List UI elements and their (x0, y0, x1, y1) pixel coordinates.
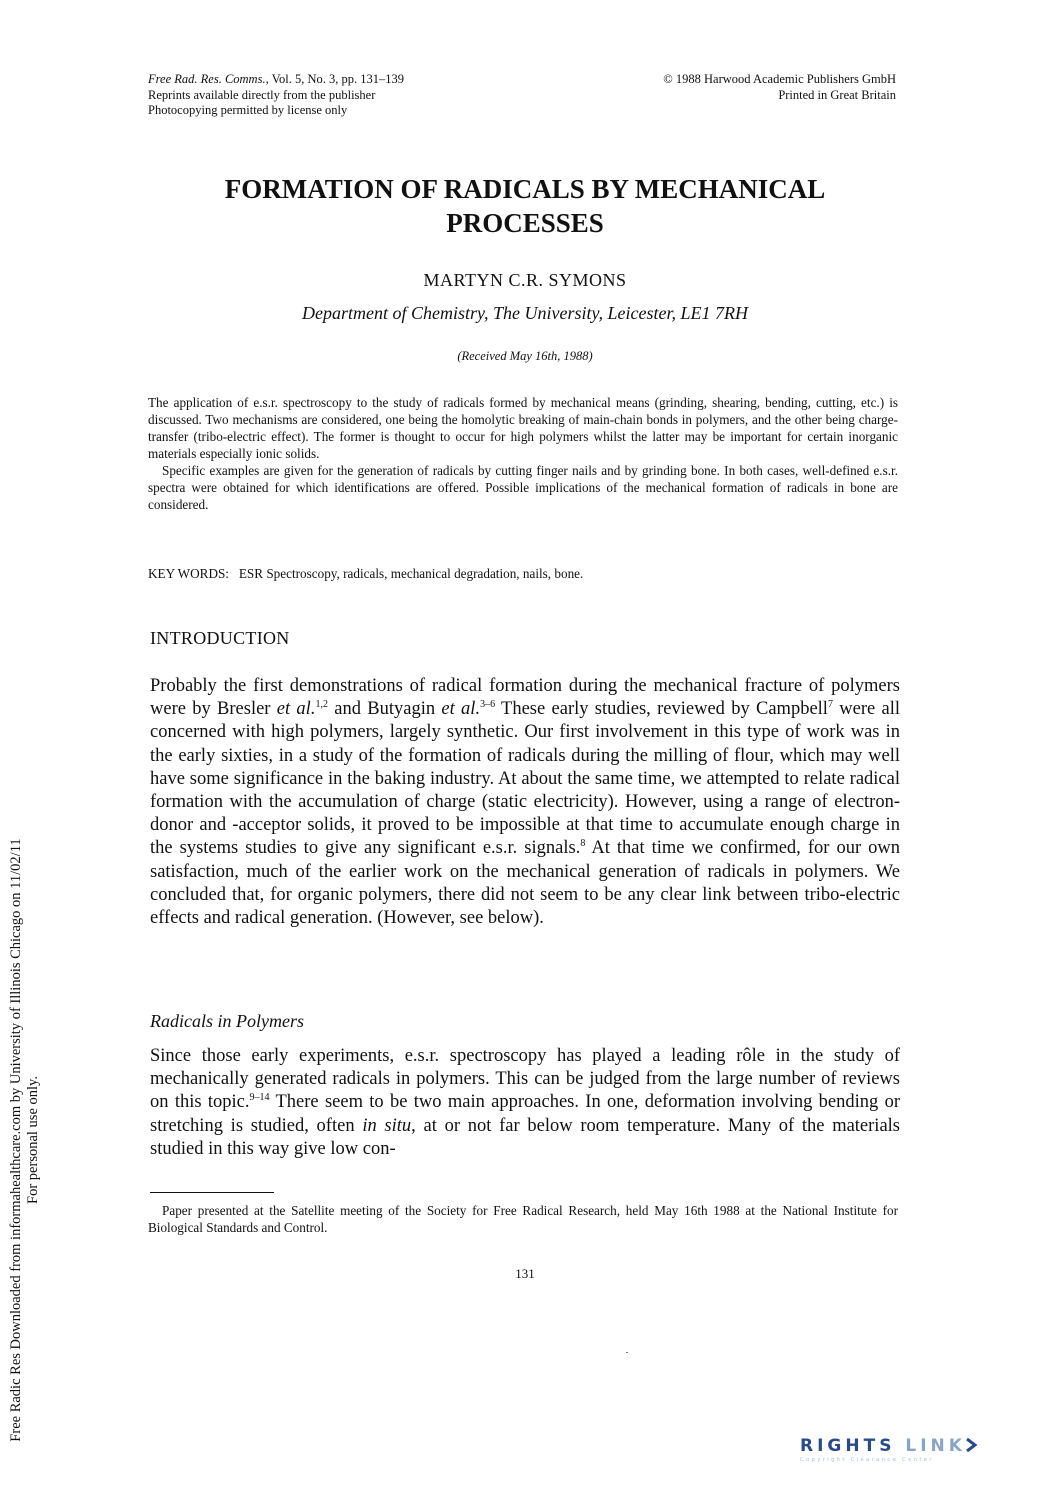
journal-header (148, 72, 568, 119)
page-number: 131 (515, 1266, 535, 1281)
side-note-line-2: For personal use only. (25, 1076, 41, 1204)
abstract (148, 394, 898, 513)
keywords (148, 566, 898, 582)
side-note-line-1: Free Radic Res Downloaded from informahealthcare.com by University of Illinois Chicago on 11/02/11 (8, 838, 24, 1442)
abstract-paragraph-2: Specific examples are given for the generation of radicals by cutting finger nails and by grinding bone. In both cases, well-defined e.s.r. spectra were obtained for which identifications are offered. Possible implications of the mechanical formation of radicals in bone are considered. (148, 463, 898, 512)
scan-speck (626, 1352, 628, 1353)
author-name: MARTYN C.R. SYMONS (423, 270, 627, 290)
photocopy-note: Photocopying permitted by license only (148, 103, 348, 117)
polymers-paragraph: Since those early experiments, e.s.r. spectroscopy has played a leading rôle in the study of mechanically generated radicals in polymers. This can be judged from the large number of reviews on this topic.$^{9-14}$ There seem to be two main approaches. In one, deformation involving bending or stretching is studied, often in situ, at or not far below room temperature. Many of the materials studied in this way give low con- (150, 1046, 900, 1159)
rightslink-light: LINK (905, 1436, 966, 1456)
keywords-label: KEY WORDS: (148, 566, 229, 581)
reprints-note: Reprints available directly from the publisher (148, 87, 376, 102)
copyright-line: © 1988 Harwood Academic Publishers GmbH (663, 72, 896, 86)
keywords-text: ESR Spectroscopy, radicals, mechanical degradation, nails, bone. (238, 566, 584, 581)
section-heading-introduction: INTRODUCTION (150, 628, 290, 648)
printed-line: Printed in Great Britain (778, 87, 896, 102)
side-download-note (8, 800, 42, 1480)
abstract-paragraph-1: The application of e.s.r. spectroscopy to the study of radicals formed by mechanical means (grinding, shearing, bending, cutting, etc.) is discussed. Two mechanisms are considered, one being the homolytic breaking of main-chain bonds in polymers, and the other being charge-transfer (tribo-electric effect). The former is thought to occur for high polymers whilst the latter may be important for certain inorganic materials especially ionic solids. (148, 395, 898, 461)
footnote-rule (150, 1192, 274, 1193)
affiliation: Department of Chemistry, The University, Leicester, LE1 7RH (302, 303, 748, 323)
rightslink-subtitle: Copyright Clearance Center (800, 1457, 934, 1463)
journal-citation: Free Rad. Res. Comms., Vol. 5, No. 3, pp. 131–139 (148, 72, 405, 86)
side-download-note-wrap (0, 400, 41, 1442)
rightslink-logo[interactable] (800, 1436, 1030, 1476)
introduction-paragraph: Probably the first demonstrations of radical formation during the mechanical fracture of polymers were by Bresler et al.$^{1,2}$ and Butyagin et al.$^{3-6}$ These early studies, reviewed by Campbell$^7$ were all concerned with high polymers, largely synthetic. Our first involvement in this type of work was in the early sixties, in a study of the formation of radicals during the milling of flour, which may well have some significance in the baking industry. At about the same time, we attempted to relate radical formation with the accumulation of charge (static electricity). However, using a range of electron-donor and -acceptor solids, it proved to be impossible at that time to accumulate enough charge in the systems studies to give any significant e.s.r. signals.$^8$ At that time we confirmed, for our own satisfaction, much of the earlier work on the mechanical generation of radicals in polymers. We concluded that, for organic polymers, there did not seem to be any clear link between tribo-electric effects and radical generation. (However, see below). (150, 676, 900, 929)
rightslink-dark: RIGHTS (800, 1436, 896, 1456)
chevron-right-icon (964, 1437, 978, 1453)
received-date: (Received May 16th, 1988) (457, 349, 593, 363)
publisher-header (560, 72, 896, 103)
footnote: Paper presented at the Satellite meeting of the Society for Free Radical Research, held May 16th 1988 at the National Institute for Biological Standards and Control. (148, 1203, 898, 1235)
paper-title: FORMATION OF RADICALS BY MECHANICAL PROCESSES (224, 174, 826, 238)
subsection-heading: Radicals in Polymers (150, 1011, 304, 1031)
